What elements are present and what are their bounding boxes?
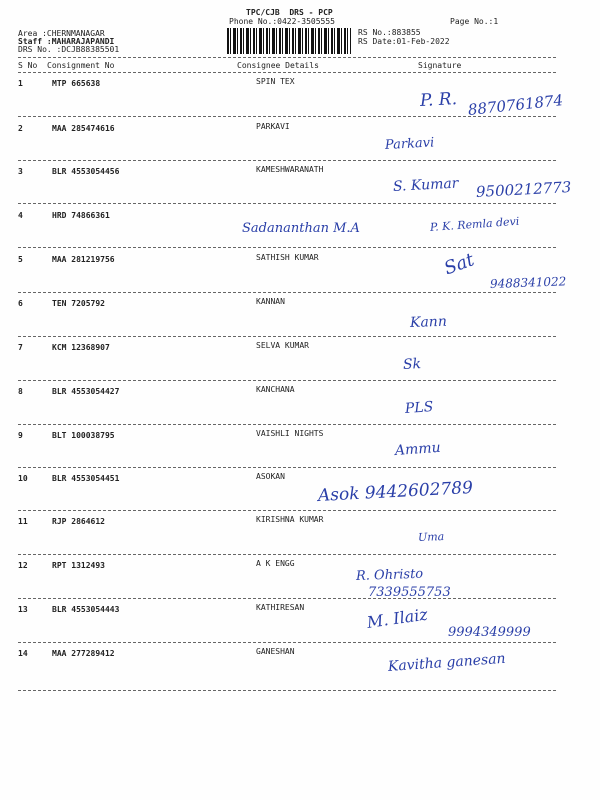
row-signature-handwriting: 9488341022 <box>489 274 567 291</box>
row-consignment: BLT 100038795 <box>52 431 115 440</box>
page-number: Page No.:1 <box>450 17 499 26</box>
row-consignment: BLR 4553054443 <box>52 605 120 614</box>
row-consignment: HRD 74866361 <box>52 211 110 220</box>
row-consignee: A K ENGG <box>256 559 295 568</box>
row-sno: 6 <box>18 299 23 308</box>
row-signature-handwriting: Uma <box>417 530 445 544</box>
row-consignment: BLR 4553054456 <box>52 167 120 176</box>
row-consignment: BLR 4553054451 <box>52 474 120 483</box>
row-consignee: VAISHLI NIGHTS <box>256 429 324 438</box>
row-consignee: KANCHANA <box>256 385 295 394</box>
row-consignee: PARKAVI <box>256 122 290 131</box>
row-signature-handwriting: 9500212773 <box>475 178 572 201</box>
barcode <box>227 28 351 54</box>
row-signature-handwriting: Parkavi <box>384 135 435 153</box>
row-signature-handwriting: 9994349999 <box>448 625 531 640</box>
row-divider <box>18 380 556 381</box>
row-sno: 14 <box>18 649 28 658</box>
row-divider <box>18 116 556 117</box>
row-consignment: MAA 281219756 <box>52 255 115 264</box>
row-divider <box>18 336 556 337</box>
row-consignee: SELVA KUMAR <box>256 341 309 350</box>
row-signature-handwriting: Ammu <box>394 439 442 459</box>
rs-number: RS No.:883855 <box>358 28 421 37</box>
row-consignee: GANESHAN <box>256 647 295 656</box>
row-sno: 4 <box>18 211 23 220</box>
row-sno: 5 <box>18 255 23 264</box>
row-divider <box>18 598 556 599</box>
row-consignment: KCM 12368907 <box>52 343 110 352</box>
row-consignee: ASOKAN <box>256 472 285 481</box>
header-divider-top <box>18 57 556 58</box>
row-consignee: KAMESHWARANATH <box>256 165 324 174</box>
row-signature-handwriting: 8870761874 <box>467 91 564 119</box>
row-signature-handwriting: Kavitha ganesan <box>387 650 507 675</box>
column-signature: Signature <box>418 61 462 70</box>
row-signature-handwriting: R. Ohristo <box>355 566 424 584</box>
row-divider <box>18 554 556 555</box>
row-signature-handwriting: P. R. <box>419 89 458 111</box>
row-divider <box>18 510 556 511</box>
row-sno: 12 <box>18 561 28 570</box>
rs-date: RS Date:01-Feb-2022 <box>358 37 450 46</box>
row-sno: 1 <box>18 79 23 88</box>
row-divider <box>18 690 556 691</box>
row-signature-handwriting: 7339555753 <box>368 585 451 600</box>
row-consignee: KANNAN <box>256 297 285 306</box>
row-consignee: SATHISH KUMAR <box>256 253 319 262</box>
row-sno: 11 <box>18 517 28 526</box>
row-divider <box>18 424 556 425</box>
row-consignee: KIRISHNA KUMAR <box>256 515 324 524</box>
row-divider <box>18 642 556 643</box>
row-signature-handwriting: Kann <box>409 313 448 331</box>
row-consignment: MAA 277289412 <box>52 649 115 658</box>
row-signature-handwriting: PLS <box>404 399 434 417</box>
row-sno: 8 <box>18 387 23 396</box>
row-signature-handwriting: S. Kumar <box>392 175 459 195</box>
row-sno: 7 <box>18 343 23 352</box>
row-sno: 10 <box>18 474 28 483</box>
column-sno: S No <box>18 61 38 70</box>
header-divider-bottom <box>18 72 556 73</box>
row-signature-handwriting: Sk <box>402 356 422 373</box>
row-consignee: SPIN TEX <box>256 77 295 86</box>
row-divider <box>18 160 556 161</box>
phone-number: Phone No.:0422-3505555 <box>229 17 335 26</box>
row-consignment: MTP 665638 <box>52 79 101 88</box>
area-label: Area :CHERNMANAGAR <box>18 29 105 38</box>
row-signature-handwriting: Sadananthan M.A <box>242 221 360 236</box>
row-divider <box>18 467 556 468</box>
row-consignment: RJP 2864612 <box>52 517 105 526</box>
row-divider <box>18 203 556 204</box>
row-signature-handwriting: Sat <box>441 249 478 280</box>
staff-label: Staff :MAHARAJAPANDI <box>18 37 115 46</box>
column-consignee: Consignee Details <box>237 61 319 70</box>
row-sno: 3 <box>18 167 23 176</box>
row-sno: 13 <box>18 605 28 614</box>
row-consignment: TEN 7205792 <box>52 299 105 308</box>
column-consignment: Consignment No <box>47 61 115 70</box>
document-title: TPC/CJB DRS - PCP <box>246 8 333 17</box>
row-sno: 2 <box>18 124 23 133</box>
row-divider <box>18 292 556 293</box>
row-signature-handwriting: M. Ilaiz <box>365 604 429 632</box>
drs-number: DRS No. :DCJB88385501 <box>18 45 120 54</box>
row-consignee: KATHIRESAN <box>256 603 305 612</box>
row-consignment: RPT 1312493 <box>52 561 105 570</box>
row-signature-handwriting: P. K. Remla devi <box>429 214 520 234</box>
row-consignment: MAA 285474616 <box>52 124 115 133</box>
row-signature-handwriting: Asok 9442602789 <box>317 477 474 506</box>
row-sno: 9 <box>18 431 23 440</box>
row-divider <box>18 247 556 248</box>
row-consignment: BLR 4553054427 <box>52 387 120 396</box>
